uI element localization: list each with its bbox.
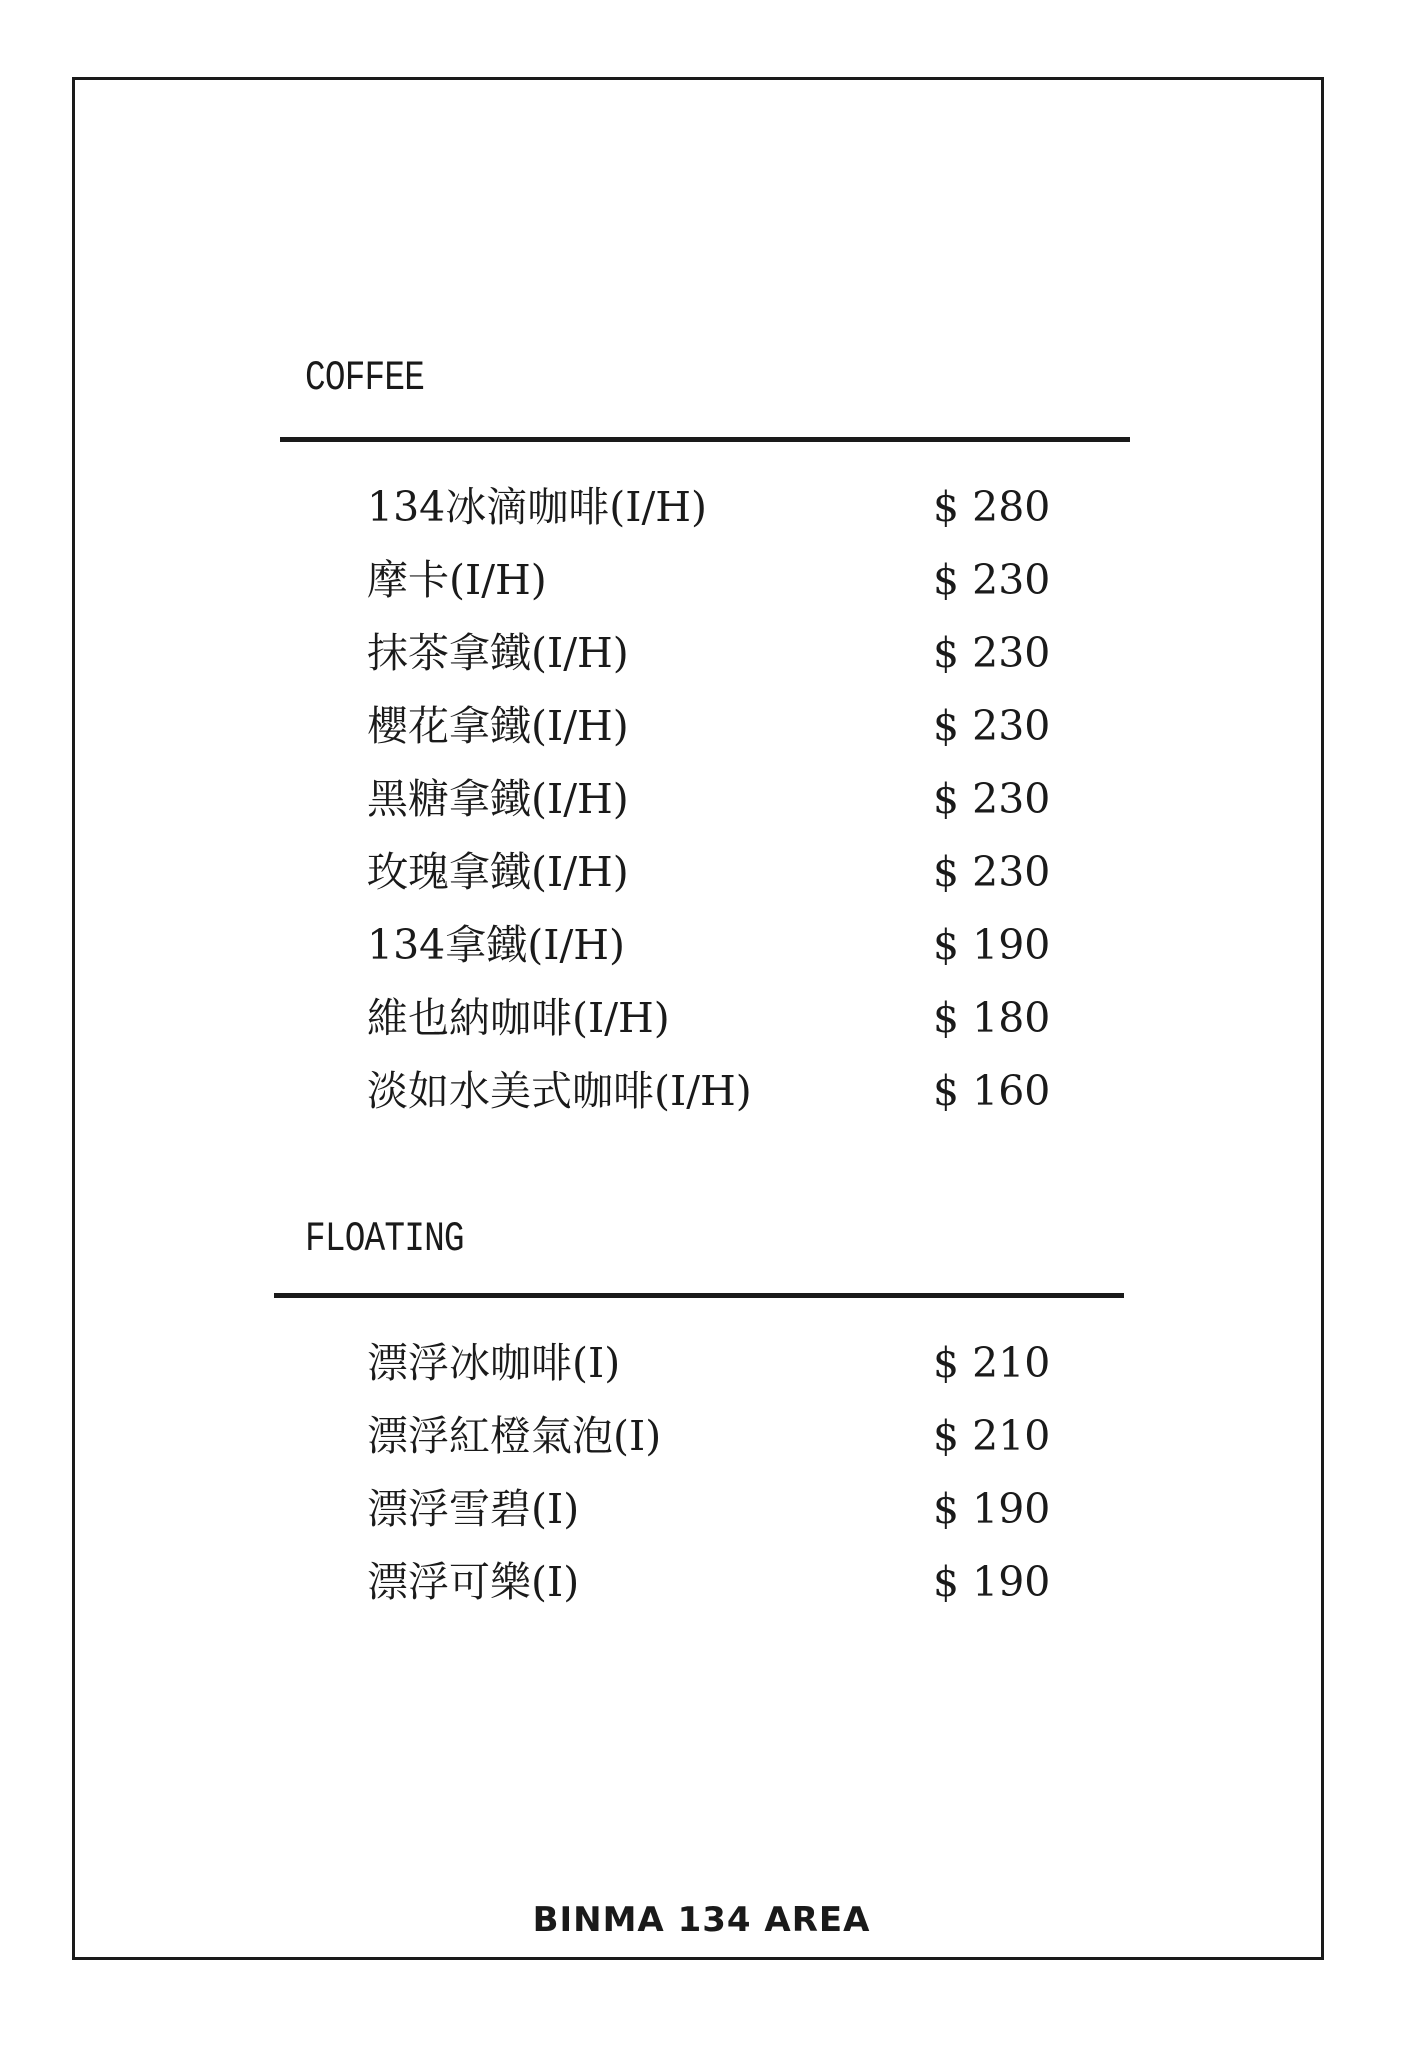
item-name: 抹茶拿鐵(I/H) <box>367 629 629 677</box>
item-price: $ 230 <box>933 556 1051 604</box>
item-name: 摩卡(I/H) <box>367 556 547 604</box>
list-item <box>367 1552 1067 1612</box>
item-price: $ 230 <box>933 848 1051 896</box>
list-item <box>367 1061 1067 1121</box>
item-name: 玫瑰拿鐵(I/H) <box>367 848 629 896</box>
list-item <box>367 623 1067 683</box>
item-price: $ 230 <box>933 702 1051 750</box>
item-name: 134冰滴咖啡(I/H) <box>367 483 708 531</box>
section-divider-floating <box>274 1293 1124 1298</box>
item-name: 淡如水美式咖啡(I/H) <box>367 1067 752 1115</box>
footer-brand: BINMA 134 AREA <box>532 1900 871 1940</box>
item-price: $ 190 <box>933 1485 1051 1533</box>
item-price: $ 210 <box>933 1412 1051 1460</box>
item-name: 134拿鐵(I/H) <box>367 921 626 969</box>
item-name: 維也納咖啡(I/H) <box>367 994 670 1042</box>
section-divider-coffee <box>280 437 1130 442</box>
list-item <box>367 1333 1067 1393</box>
item-name: 漂浮紅橙氣泡(I) <box>367 1412 662 1460</box>
list-item <box>367 1406 1067 1466</box>
section-title-coffee: COFFEE <box>305 354 425 402</box>
item-price: $ 230 <box>933 775 1051 823</box>
list-item <box>367 696 1067 756</box>
list-item <box>367 477 1067 537</box>
list-item <box>367 1479 1067 1539</box>
item-price: $ 280 <box>933 483 1051 531</box>
list-item <box>367 769 1067 829</box>
item-name: 漂浮冰咖啡(I) <box>367 1339 621 1387</box>
item-price: $ 230 <box>933 629 1051 677</box>
item-price: $ 210 <box>933 1339 1051 1387</box>
list-item <box>367 550 1067 610</box>
item-price: $ 190 <box>933 921 1051 969</box>
item-name: 黑糖拿鐵(I/H) <box>367 775 629 823</box>
item-name: 櫻花拿鐵(I/H) <box>367 702 629 750</box>
item-price: $ 160 <box>933 1067 1051 1115</box>
list-item <box>367 842 1067 902</box>
item-price: $ 190 <box>933 1558 1051 1606</box>
item-name: 漂浮可樂(I) <box>367 1558 580 1606</box>
section-title-floating: FLOATING <box>305 1215 464 1263</box>
item-name: 漂浮雪碧(I) <box>367 1485 580 1533</box>
list-item <box>367 988 1067 1048</box>
list-item <box>367 915 1067 975</box>
item-price: $ 180 <box>933 994 1051 1042</box>
